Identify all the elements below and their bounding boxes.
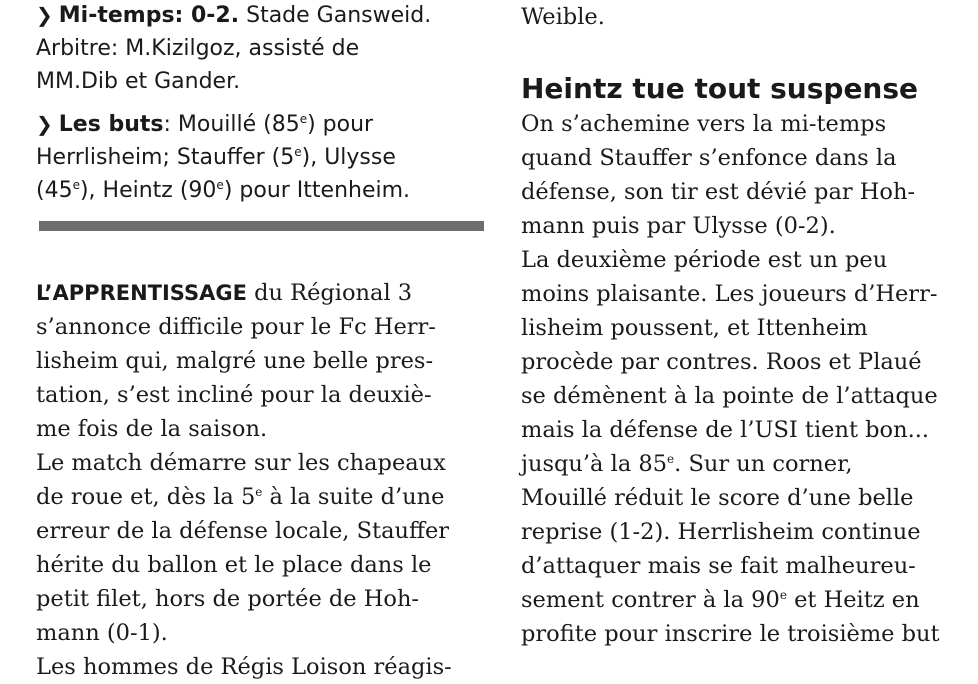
article-body-left <box>36 276 488 684</box>
bullet-arrow-icon: ❯ <box>36 3 53 27</box>
goals-block <box>36 108 488 207</box>
article-paragraph-2: Le match démarre sur les chapeaux de roue et, dès la 5e à la suite d’une erreur de la défense locale, Stauffer hérite du ballon et le place dans le petit filet, hors de portée de Hoh- mann (0-1). <box>36 450 450 646</box>
article-body-right <box>521 107 973 651</box>
article-paragraph-3: Les hommes de Régis Loison réagis- <box>36 654 452 680</box>
right-column <box>521 0 973 651</box>
bullet-arrow-icon: ❯ <box>36 112 53 136</box>
halftime-label: Mi-temps: 0-2. <box>58 3 240 28</box>
article-paragraph-1: L’APPRENTISSAGE du Régional 3 s’annonce difficile pour le Fc Herr- lisheim qui, malgré une belle pres- tation, s’est incliné pour la deuxiè- me fois de la saison. <box>36 280 436 442</box>
article-lead: L’APPRENTISSAGE <box>36 281 247 305</box>
halftime-text: Stade Gansweid. <box>239 3 432 28</box>
goals-label: Les buts <box>58 112 164 137</box>
assistants-line: MM.Dib et Gander. <box>36 69 241 94</box>
section-heading: Heintz tue tout suspense <box>521 72 919 105</box>
section-divider <box>39 221 484 231</box>
goals-line-3: (45e), Heintz (90e) pour Ittenheim. <box>36 178 411 203</box>
right-paragraph-2: La deuxième période est un peu moins plaisante. Les joueurs d’Herr- lisheim poussent, et Ittenheim procède par contres. Roos et Plaué se démènent à la pointe de l’attaque mais la défense de l’USI tient bon... jusqu’à la 85e. Sur un corner, Mouillé réduit le score d’une belle reprise (1-2). Herrlisheim continue d’attaquer mais se fait malheureu- sement contrer à la 90e et Heitz en profite pour inscrire le troisième but <box>521 247 940 647</box>
halftime-block <box>36 0 488 98</box>
referee-line: Arbitre: M.Kizilgoz, assisté de <box>36 36 360 61</box>
right-top-fragment: Weible. <box>521 4 605 30</box>
goals-line-1: ❯ Les buts: Mouillé (85e) pour <box>36 108 488 141</box>
left-column <box>36 0 488 680</box>
goals-line-2: Herrlisheim; Stauffer (5e), Ulysse <box>36 145 396 170</box>
halftime-line-1 <box>36 0 488 32</box>
right-paragraph-1: On s’achemine vers la mi-temps quand Stauffer s’enfonce dans la défense, son tir est dévié par Hoh- mann puis par Ulysse (0-2). <box>521 111 916 239</box>
